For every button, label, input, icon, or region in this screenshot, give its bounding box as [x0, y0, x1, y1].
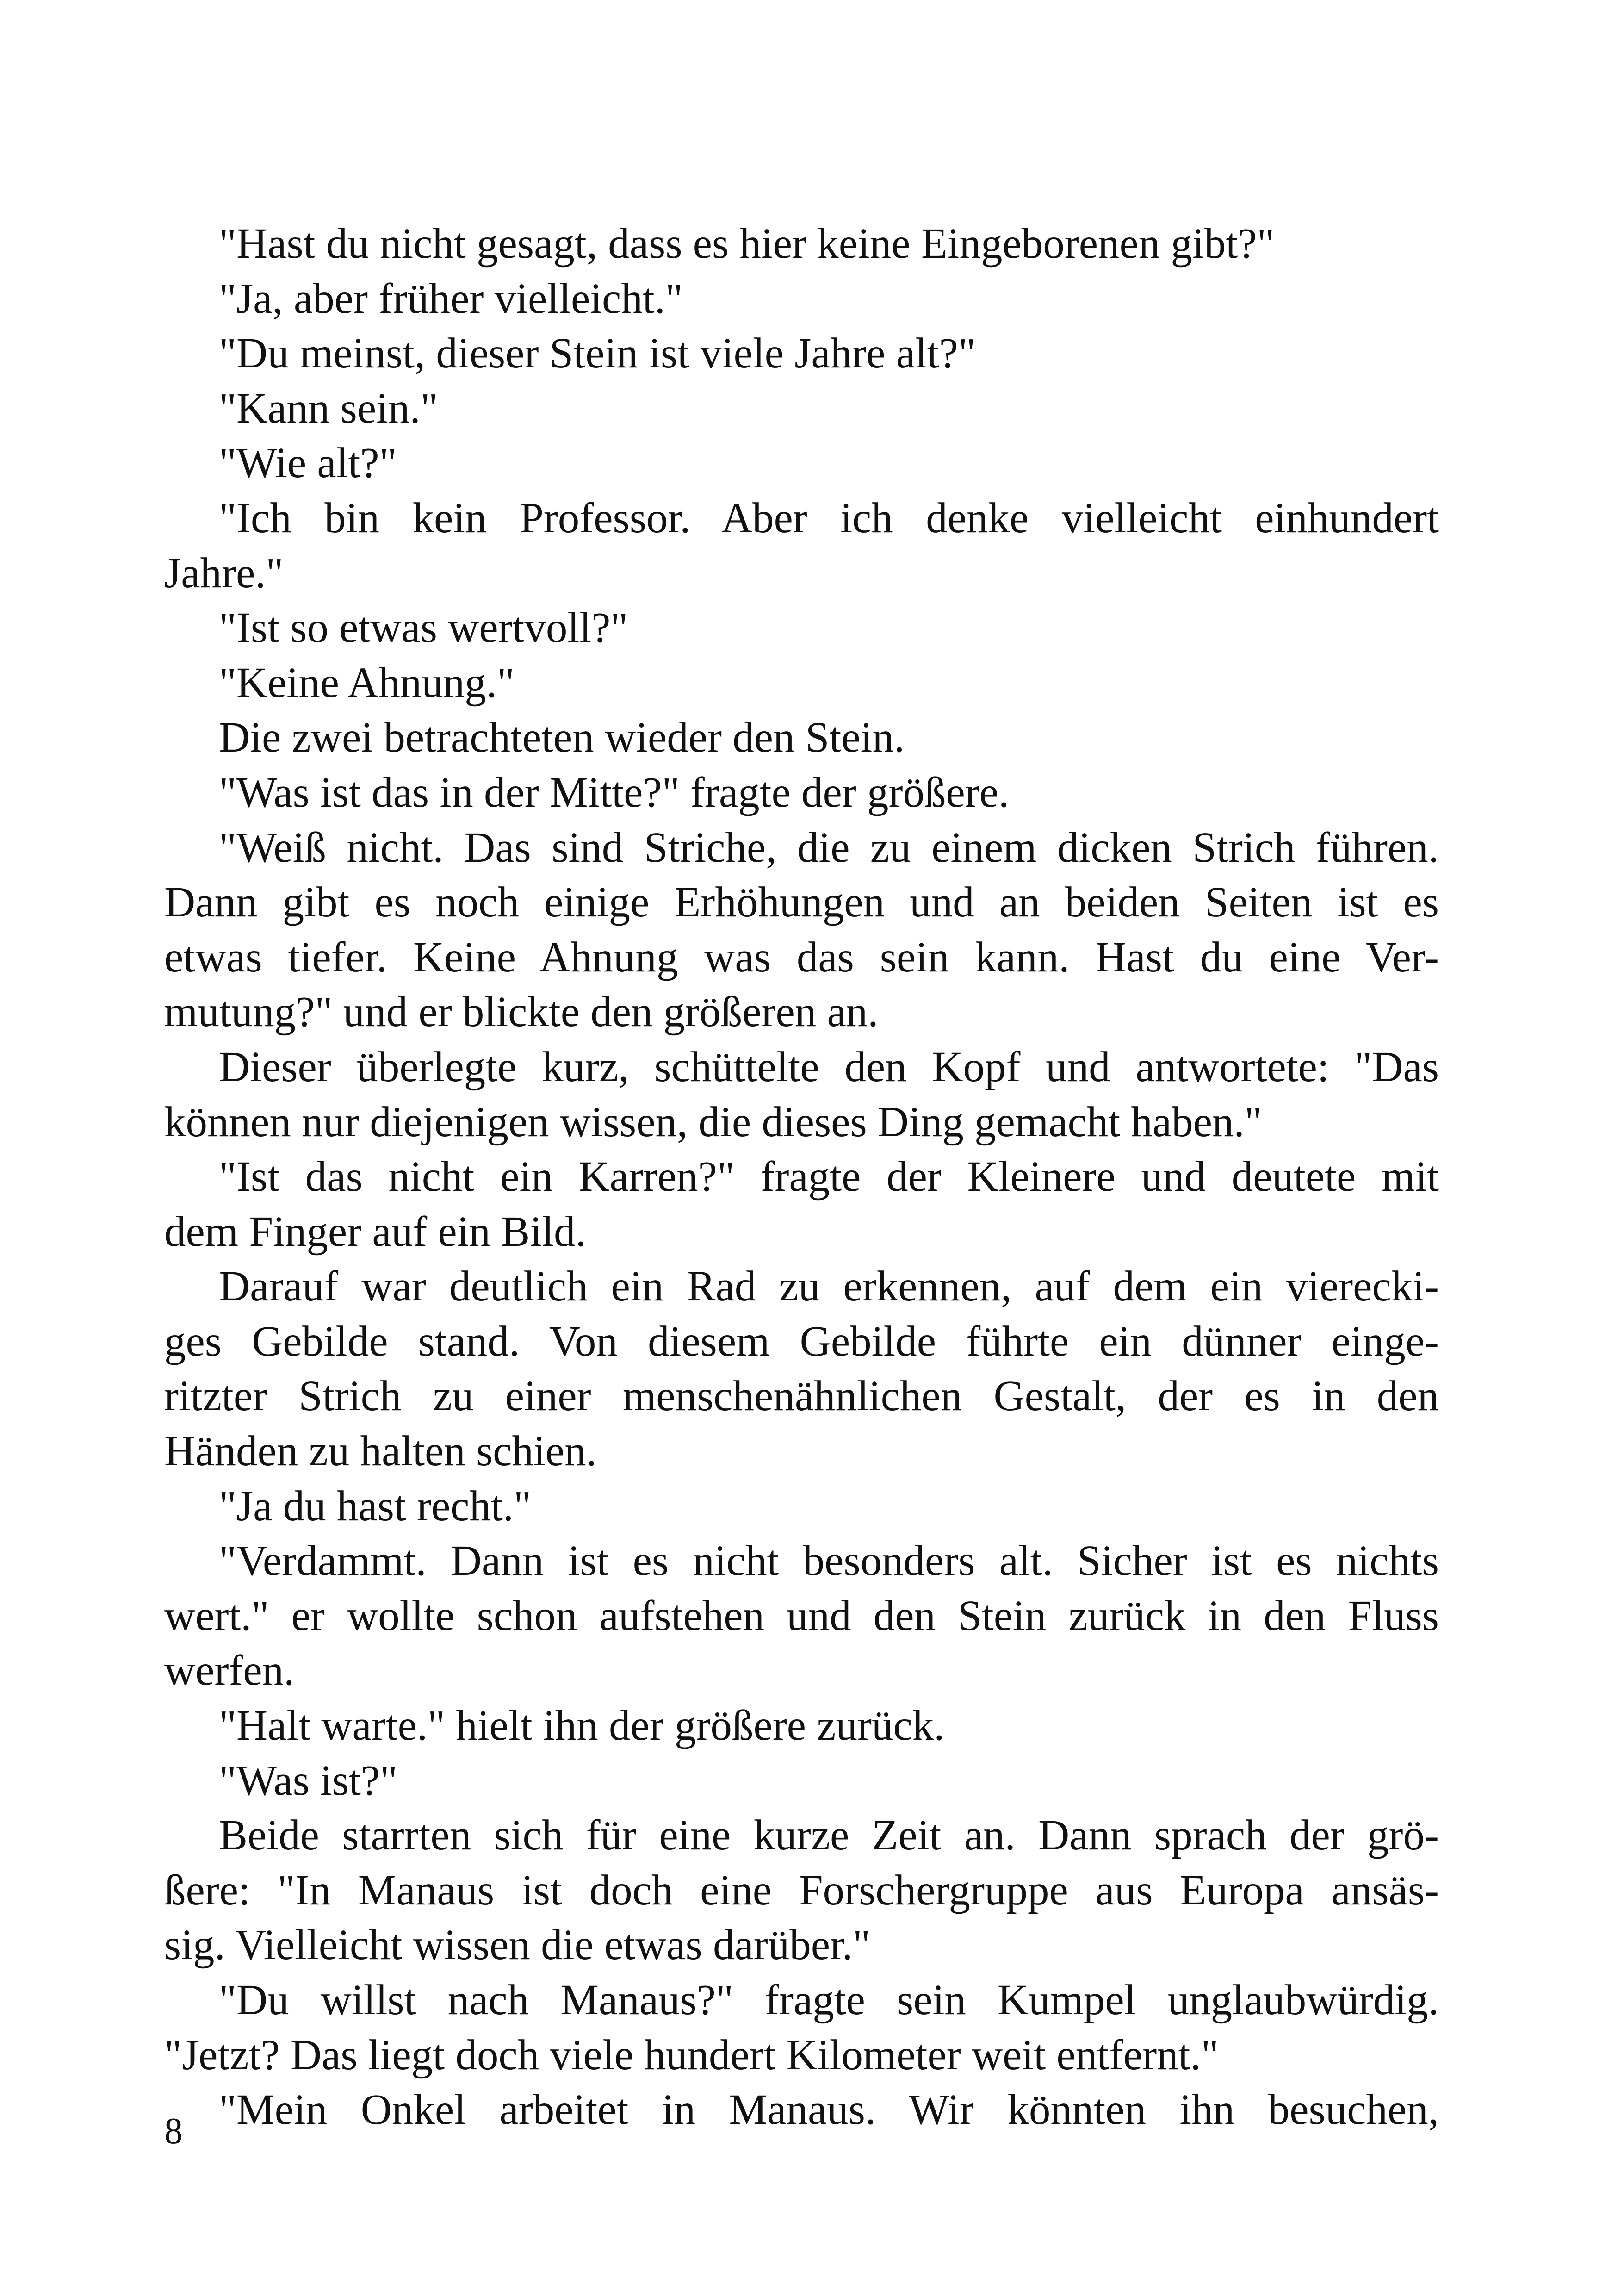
- text-line: "Du willst nach Manaus?" fragte sein Kumpel unglaubwürdig.: [219, 1976, 1439, 2024]
- text-line: wert." er wollte schon aufstehen und den Stein zurück in den Fluss: [164, 1592, 1439, 1640]
- text-line: "Kann sein.": [219, 384, 438, 432]
- text-line: Jahre.": [164, 549, 284, 597]
- text-line: ges Gebilde stand. Von diesem Gebilde führte ein dünner einge-: [164, 1317, 1439, 1365]
- text-line: sig. Vielleicht wissen die etwas darüber.": [164, 1921, 871, 1969]
- text-line: Die zwei betrachteten wieder den Stein.: [219, 714, 905, 762]
- text-line: Händen zu halten schien.: [164, 1427, 597, 1475]
- text-line: "Ist so etwas wertvoll?": [219, 604, 628, 652]
- text-line: ßere: "In Manaus ist doch eine Forschergruppe aus Europa ansäs-: [164, 1866, 1439, 1914]
- text-line: "Du meinst, dieser Stein ist viele Jahre alt?": [219, 330, 976, 378]
- text-line: "Ist das nicht ein Karren?" fragte der Kleinere und deutete mit: [219, 1153, 1439, 1201]
- text-line: mutung?" und er blickte den größeren an.: [164, 988, 879, 1036]
- text-line: "Ja du hast recht.": [219, 1482, 532, 1530]
- page-number: 8: [164, 2111, 183, 2152]
- text-line: Dieser überlegte kurz, schüttelte den Kopf und antwortete: "Das: [219, 1043, 1439, 1091]
- text-line: können nur diejenigen wissen, die dieses Ding gemacht haben.": [164, 1098, 1262, 1146]
- text-line: Dann gibt es noch einige Erhöhungen und an beiden Seiten ist es: [164, 878, 1439, 927]
- text-line: "Mein Onkel arbeitet in Manaus. Wir könnten ihn besuchen,: [219, 2086, 1439, 2134]
- text-line: "Was ist?": [219, 1756, 398, 1804]
- text-line: "Ja, aber früher vielleicht.": [219, 274, 683, 323]
- text-line: "Halt warte." hielt ihn der größere zurück.: [219, 1702, 945, 1750]
- text-line: "Weiß nicht. Das sind Striche, die zu einem dicken Strich führen.: [219, 823, 1439, 871]
- body-text: [164, 217, 1439, 2138]
- text-line: "Jetzt? Das liegt doch viele hundert Kilometer weit entfernt.": [164, 2031, 1219, 2079]
- text-line: werfen.: [164, 1647, 295, 1695]
- text-line: "Wie alt?": [219, 439, 397, 487]
- text-line: "Was ist das in der Mitte?" fragte der größere.: [219, 768, 1010, 816]
- text-line: etwas tiefer. Keine Ahnung was das sein kann. Hast du eine Ver-: [164, 933, 1439, 981]
- text-line: "Hast du nicht gesagt, dass es hier keine Eingeborenen gibt?": [219, 220, 1275, 268]
- text-line: "Ich bin kein Professor. Aber ich denke vielleicht einhundert: [219, 494, 1439, 542]
- text-line: Darauf war deutlich ein Rad zu erkennen, auf dem ein vierecki-: [219, 1263, 1439, 1311]
- text-line: ritzter Strich zu einer menschenähnlichen Gestalt, der es in den: [164, 1372, 1439, 1420]
- text-line: "Verdammt. Dann ist es nicht besonders alt. Sicher ist es nichts: [219, 1537, 1439, 1585]
- text-line: Beide starrten sich für eine kurze Zeit an. Dann sprach der grö-: [219, 1811, 1439, 1860]
- text-line: dem Finger auf ein Bild.: [164, 1207, 586, 1256]
- text-line: "Keine Ahnung.": [219, 659, 515, 707]
